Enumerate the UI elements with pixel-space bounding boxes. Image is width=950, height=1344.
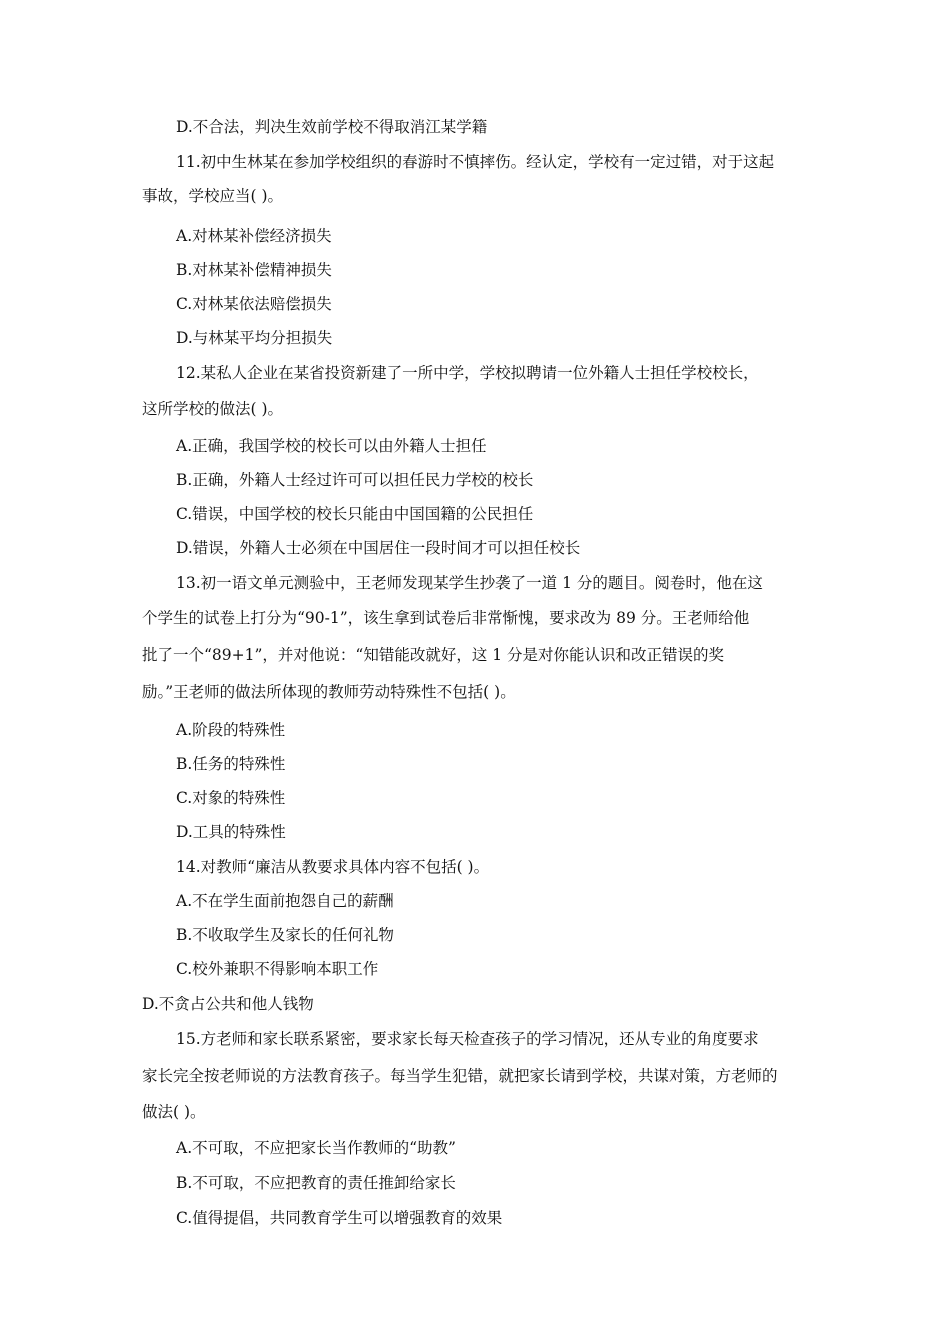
option-11-a: A.对林某补偿经济损失: [176, 227, 332, 245]
option-13-c: C.对象的特殊性: [176, 789, 286, 807]
option-12-a: A.正确，我国学校的校长可以由外籍人士担任: [176, 437, 487, 455]
option-11-b: B.对林某补偿精神损失: [176, 261, 332, 279]
option-13-a: A.阶段的特殊性: [176, 721, 286, 739]
option-14-a: A.不在学生面前抱怨自己的薪酬: [176, 892, 394, 910]
option-14-c: C.校外兼职不得影响本职工作: [176, 960, 379, 978]
question-12-line-2: 这所学校的做法( )。: [142, 400, 284, 418]
question-13-line-2: 个学生的试卷上打分为“90-1”，该生拿到试卷后非常惭愧，要求改为 89 分。王老师给他: [142, 609, 750, 627]
option-12-d: D.错误，外籍人士必须在中国居住一段时间才可以担任校长: [176, 539, 581, 557]
question-12-line-1: 12.某私人企业在某省投资新建了一所中学，学校拟聘请一位外籍人士担任学校校长，: [176, 364, 759, 382]
question-11-line-1: 11.初中生林某在参加学校组织的春游时不慎摔伤。经认定，学校有一定过错，对于这起: [176, 153, 775, 171]
option-12-c: C.错误，中国学校的校长只能由中国国籍的公民担任: [176, 505, 534, 523]
question-15-line-1: 15.方老师和家长联系紧密，要求家长每天检查孩子的学习情况，还从专业的角度要求: [176, 1030, 759, 1048]
option-11-d: D.与林某平均分担损失: [176, 329, 333, 347]
question-15-line-3: 做法( )。: [142, 1103, 206, 1121]
option-11-c: C.对林某依法赔偿损失: [176, 295, 332, 313]
option-13-b: B.任务的特殊性: [176, 755, 286, 773]
question-13-line-3: 批了一个“89+1”，并对他说：“知错能改就好，这 1 分是对你能认识和改正错误的奖: [142, 646, 725, 664]
option-14-b: B.不收取学生及家长的任何礼物: [176, 926, 394, 944]
question-13-line-4: 励。”王老师的做法所体现的教师劳动特殊性不包括( )。: [142, 683, 516, 701]
option-10-d: D.不合法，判决生效前学校不得取消江某学籍: [176, 118, 488, 136]
question-14: 14.对教师“廉洁从教要求具体内容不包括( )。: [176, 858, 490, 876]
question-15-line-2: 家长完全按老师说的方法教育孩子。每当学生犯错，就把家长请到学校，共谋对策，方老师的: [142, 1067, 778, 1085]
option-12-b: B.正确，外籍人士经过许可可以担任民力学校的校长: [176, 471, 534, 489]
option-14-d: D.不贪占公共和他人钱物: [142, 995, 314, 1013]
question-13-line-1: 13.初一语文单元测验中，王老师发现某学生抄袭了一道 1 分的题目。阅卷时，他在这: [176, 574, 763, 592]
question-11-line-2: 事故，学校应当( )。: [142, 187, 284, 205]
option-13-d: D.工具的特殊性: [176, 823, 286, 841]
option-15-a: A.不可取，不应把家长当作教师的“助教”: [176, 1139, 456, 1157]
option-15-c: C.值得提倡，共同教育学生可以增强教育的效果: [176, 1209, 503, 1227]
option-15-b: B.不可取，不应把教育的责任推卸给家长: [176, 1174, 456, 1192]
